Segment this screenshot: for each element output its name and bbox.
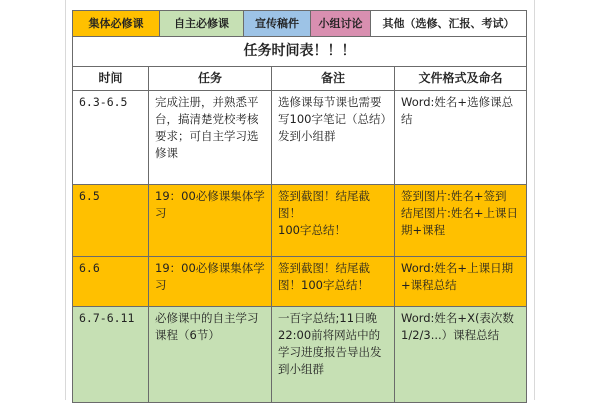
cell-task: 必修课中的自主学习课程（6节）: [149, 307, 272, 403]
header-time: 时间: [73, 67, 149, 91]
header-note: 备注: [272, 67, 395, 91]
legend-table: [72, 10, 527, 37]
legend-row: [73, 11, 527, 37]
page-right-edge: [534, 0, 535, 400]
table-row: [73, 257, 527, 307]
cell-note: 选修课每节课也需要写100字笔记（总结）发到小组群: [272, 91, 395, 185]
cell-time: 6.5: [73, 185, 149, 257]
document-page: [72, 10, 526, 403]
cell-task: 19：00必修课集体学习: [149, 185, 272, 257]
cell-note: 签到截图！结尾截图！ 100字总结！: [272, 185, 395, 257]
cell-note: 一百字总结;11日晚22:00前将网站中的学习进度报告导出发到小组群: [272, 307, 395, 403]
cell-format: Word:姓名+X(表次数1/2/3...）课程总结: [395, 307, 527, 403]
legend-required-self: 自主必修课: [160, 11, 244, 37]
header-format: 文件格式及命名: [395, 67, 527, 91]
legend-publicity: 宣传稿件: [244, 11, 311, 37]
cell-format: Word:姓名+选修课总结: [395, 91, 527, 185]
cell-time: 6.6: [73, 257, 149, 307]
header-task: 任务: [149, 67, 272, 91]
table-row: [73, 307, 527, 403]
table-row: [73, 91, 527, 185]
cell-format: Word:姓名+上课日期+课程总结: [395, 257, 527, 307]
header-row: [73, 67, 527, 91]
legend-required-group: 集体必修课: [73, 11, 160, 37]
legend-other: 其他（选修、汇报、考试）: [371, 11, 527, 37]
cell-task: 19：00必修课集体学习: [149, 257, 272, 307]
schedule-table: [72, 37, 527, 403]
cell-note: 签到截图！结尾截图！100字总结！: [272, 257, 395, 307]
page-left-edge: [65, 0, 66, 400]
title-row: [73, 37, 527, 67]
table-title: 任务时间表！！！: [73, 37, 527, 67]
table-row: [73, 185, 527, 257]
cell-format: 签到图片:姓名+签到 结尾图片:姓名+上课日期+课程: [395, 185, 527, 257]
cell-time: 6.3-6.5: [73, 91, 149, 185]
legend-group-discussion: 小组讨论: [311, 11, 371, 37]
cell-time: 6.7-6.11: [73, 307, 149, 403]
cell-task: 完成注册，并熟悉平台，搞清楚党校考核要求；可自主学习选修课: [149, 91, 272, 185]
